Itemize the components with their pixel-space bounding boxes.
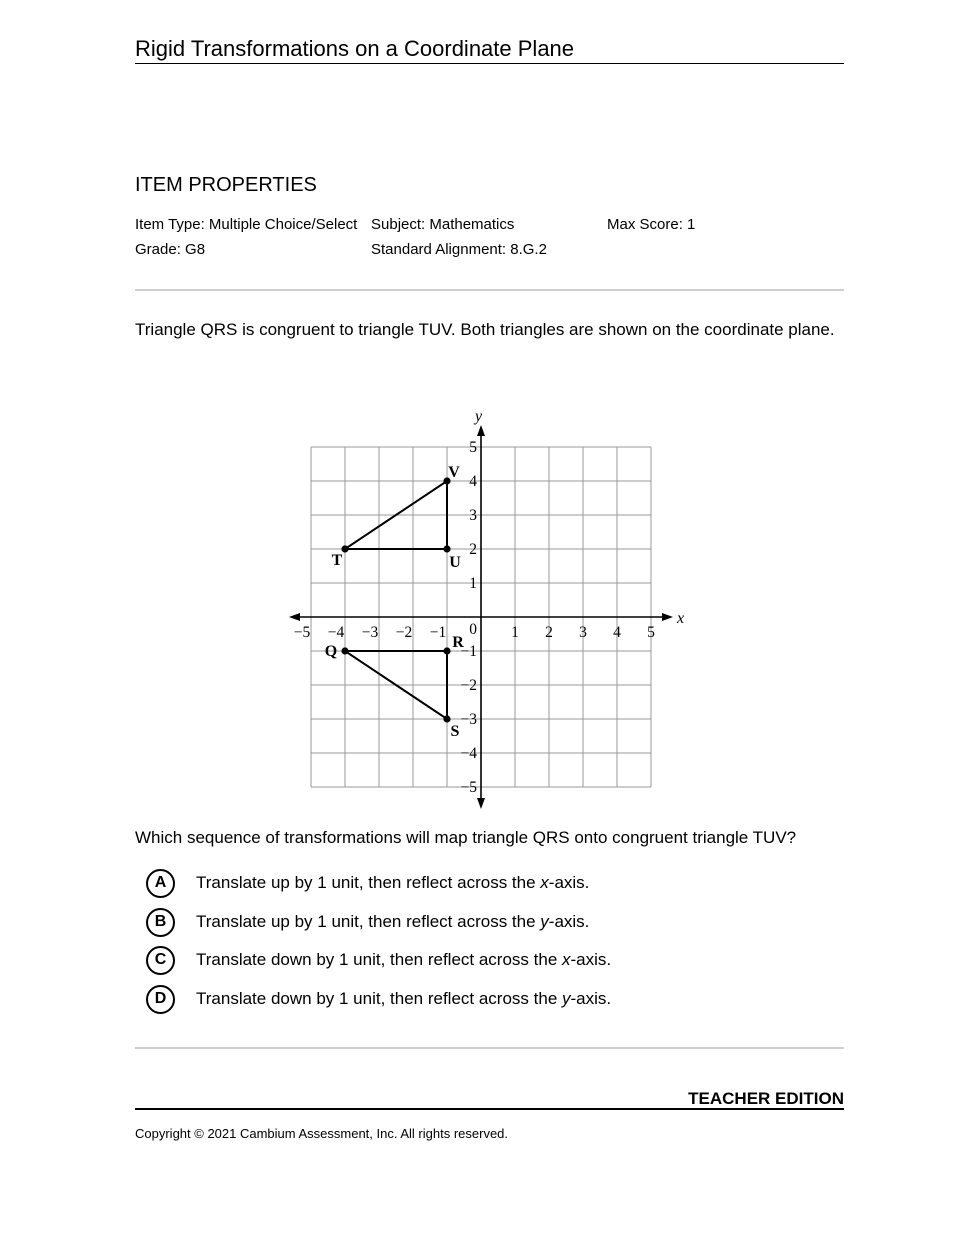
y-tick-label: −4 [460,745,477,762]
y-tick-label: 2 [469,541,477,558]
vertex-label-q: Q [324,643,338,660]
subject: Subject: Mathematics [371,216,515,233]
option-c[interactable] [146,944,611,976]
standard-alignment: Standard Alignment: 8.G.2 [371,241,547,258]
option-b[interactable] [146,906,589,938]
question-prompt: Which sequence of transformations will map triangle QRS onto congruent triangle TUV? [135,828,797,847]
x-tick-label: −3 [361,624,379,641]
y-tick-label: 4 [469,473,477,490]
x-tick-label: 4 [613,624,621,641]
vertex-label-t: T [331,552,343,569]
item-type: Item Type: Multiple Choice/Select [135,216,358,233]
coordinate-plane [280,400,700,815]
item-properties-heading: ITEM PROPERTIES [135,174,317,196]
y-tick-label: −3 [460,711,477,728]
vertex-point-u [443,545,450,552]
vertex-label-s: S [450,723,460,740]
question-stem: Triangle QRS is congruent to triangle TUV. Both triangles are shown on the coordinate plane. [135,320,835,339]
option-a-bubble[interactable]: A [146,869,175,898]
option-a-text: Translate up by 1 unit, then reflect across the x-axis. [196,873,590,892]
vertex-point-t [341,545,348,552]
vertex-label-v: V [448,464,460,481]
y-tick-label: −5 [460,779,477,796]
page-title: Rigid Transformations on a Coordinate Plane [135,36,575,61]
max-score: Max Score: 1 [607,216,696,233]
x-tick-label: 2 [545,624,553,641]
vertex-point-q [341,647,348,654]
option-a[interactable] [146,867,589,899]
option-b-text: Translate up by 1 unit, then reflect across the y-axis. [196,912,590,931]
properties-divider [135,289,844,291]
triangles [325,464,464,740]
option-d-bubble[interactable]: D [146,985,175,1014]
grade: Grade: G8 [135,241,206,258]
x-tick-label: −5 [293,624,311,641]
y-axis-arrow-up [477,425,485,436]
x-axis-label: x [677,610,685,627]
origin-label: 0 [469,621,477,638]
footer-divider [135,1108,844,1110]
y-tick-label: 1 [469,575,477,592]
option-c-bubble[interactable]: C [146,946,175,975]
option-b-bubble[interactable]: B [146,908,175,937]
x-axis-arrow-left [289,613,300,621]
x-axis-arrow-right [662,613,673,621]
x-tick-label: −2 [395,624,413,641]
x-tick-label: 3 [579,624,587,641]
y-tick-label: 3 [469,507,477,524]
vertex-label-u: U [449,554,461,571]
option-d-text: Translate down by 1 unit, then reflect across the y-axis. [196,989,612,1008]
teacher-edition-label: TEACHER EDITION [688,1089,844,1108]
y-axis-label: y [475,408,483,425]
vertex-point-s [443,715,450,722]
x-tick-label: 1 [511,624,519,641]
y-axis-arrow-down [477,798,485,809]
vertex-label-r: R [452,634,464,651]
copyright: Copyright © 2021 Cambium Assessment, Inc. All rights reserved. [135,1126,509,1141]
axes [289,408,684,809]
x-tick-label: −1 [429,624,447,641]
x-tick-label: −4 [327,624,345,641]
y-tick-label: −1 [460,643,477,660]
option-d[interactable] [146,983,611,1015]
y-tick-label: 5 [469,439,477,456]
vertex-point-r [443,647,450,654]
x-tick-label: 5 [647,624,655,641]
y-tick-label: −2 [460,677,477,694]
options-divider [135,1047,844,1049]
title-divider [135,63,844,64]
option-c-text: Translate down by 1 unit, then reflect across the x-axis. [196,950,612,969]
